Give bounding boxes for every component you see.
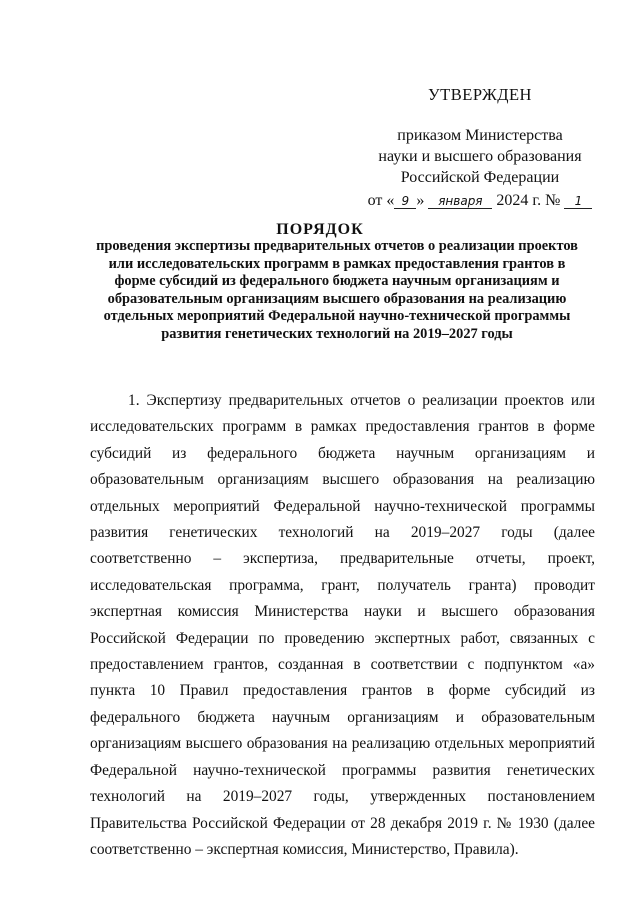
paragraph-1-text: 1. Экспертизу предварительных отчетов о реализации проектов или исследовательских программ в рамках предоставления грантов в форме субсидий из федерального бюджета научным организациям и образовательным организациям высшего образования на реализацию отдельных мероприятий Федеральной научно-технической программы развития генетических технологий на 2019–2027 годы (далее соответственно – экспертиза, предварительные отчеты, проект, исследовательская программа, грант, получатель гранта) проводит экспертная комиссия Министерства науки и высшего образования Российской Федерации по проведению экспертных работ, связанных с предоставлением грантов, созданная в соответствии с подпунктом «а» пункта 10 Правил предоставления грантов в форме субсидий из федерального бюджета научным организациям и образовательным организациям высшего образования на реализацию отдельных мероприятий Федеральной научно-технической программы развития генетических технологий на 2019–2027 годы, утвержденных постановлением Правительства Российской Федерации от 28 декабря 2019 г. № 1930 (далее соответственно – экспертная комиссия, Министерство, Правила). [90,392,595,858]
approval-title: УТВЕРЖДЕН [428,85,532,104]
paragraph-1 [90,388,595,863]
document-subtitle: проведения экспертизы предварительных отчетов о реализации проектов или исследовательских программ в рамках предоставления грантов в форме субсидий из федерального бюджета научным организациям и образовательным организациям высшего образования на реализацию отдельных мероприятий Федеральной научно-технической программы развития генетических технологий на 2019–2027 годы [96,238,578,342]
approval-date-line [360,190,600,211]
year-text: 2024 г. № [496,192,561,209]
approval-line-3: Российской Федерации [400,169,560,186]
date-mid: » [416,192,425,209]
approval-line-1: приказом Министерства [397,127,563,144]
approval-line-2: науки и высшего образования [378,148,582,165]
handwritten-number: 1 [564,194,592,209]
handwritten-month: января [428,194,492,209]
handwritten-day: 9 [394,194,416,209]
date-prefix: от « [367,192,395,209]
approval-stamp [360,84,600,211]
document-title: ПОРЯДОК [276,221,364,238]
